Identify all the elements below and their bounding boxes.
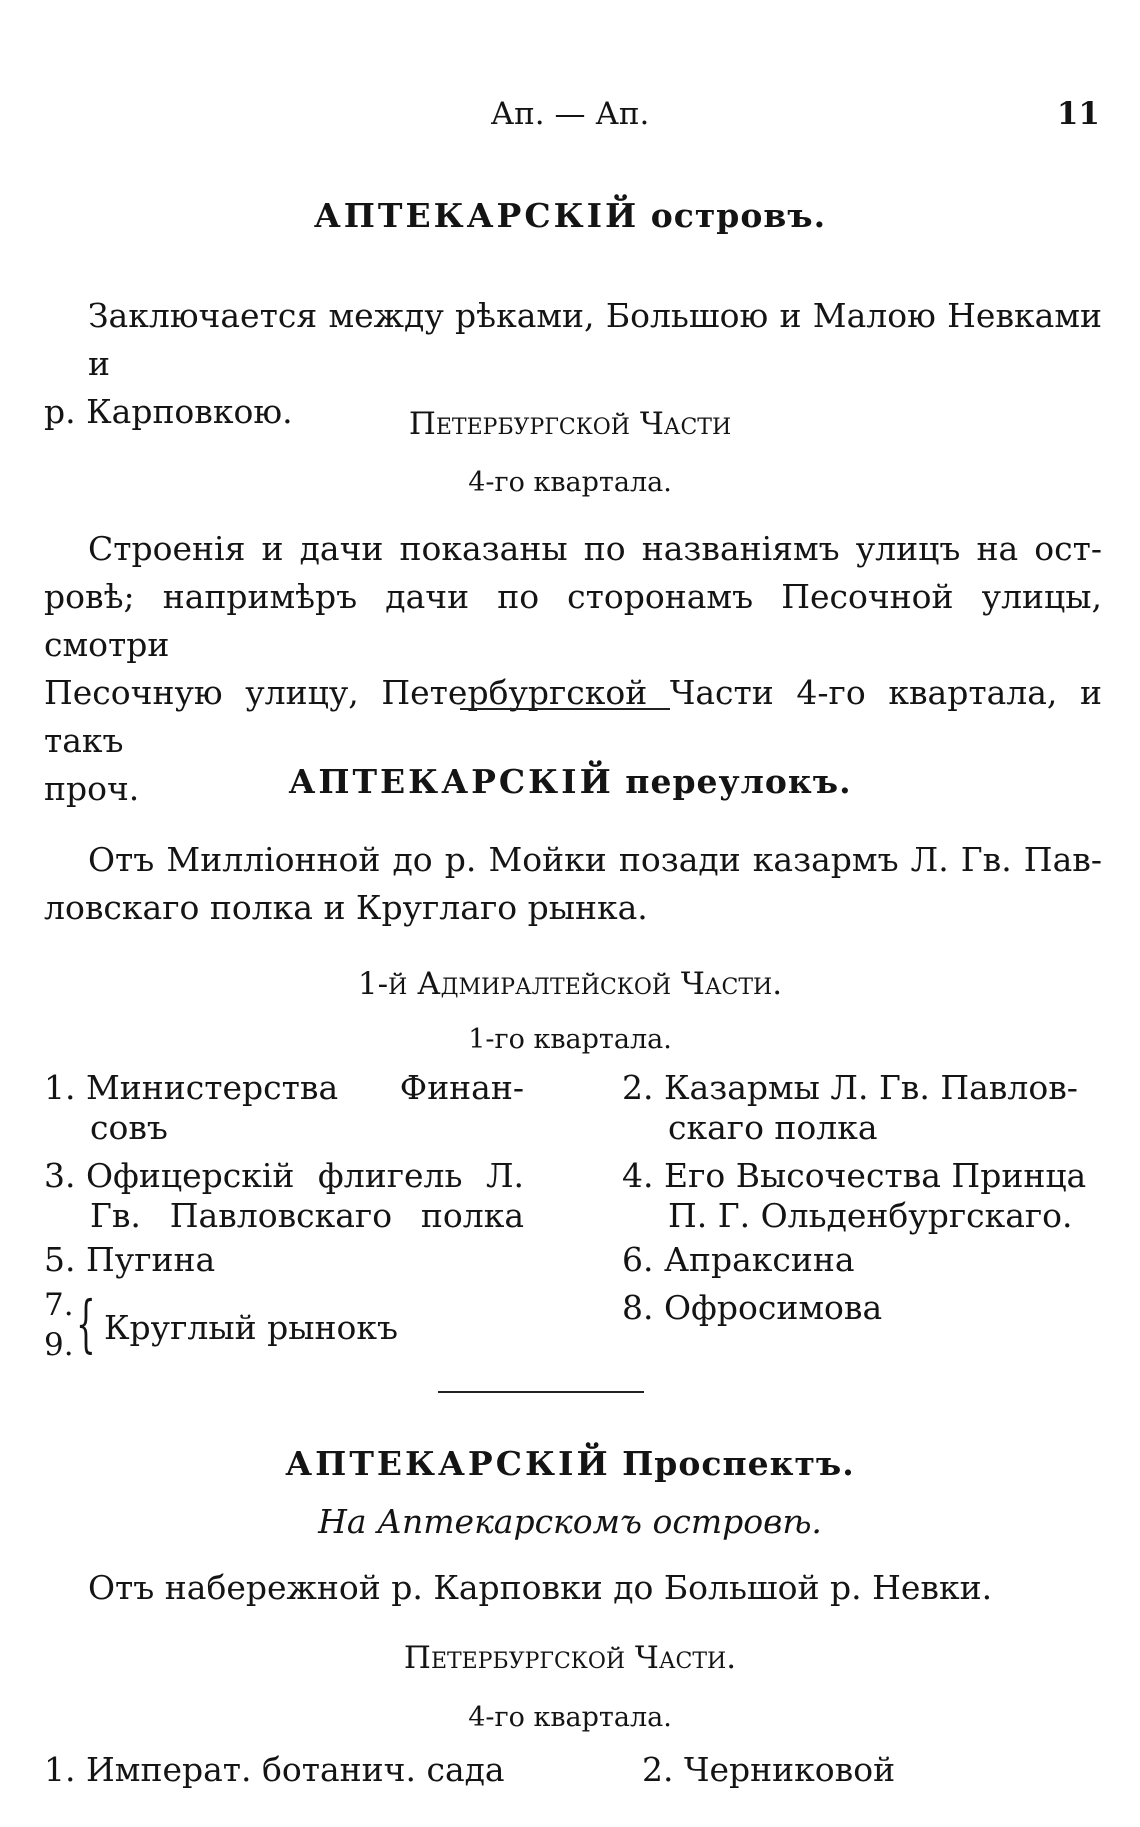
item-number: 2. <box>642 1750 674 1789</box>
heading-rest: островъ. <box>650 196 827 235</box>
list-item <box>44 1287 524 1370</box>
quarter-title: 4-го квартала. <box>468 1702 672 1733</box>
section-heading-prospect <box>0 1444 1140 1483</box>
text-line: Отъ Милліонной до р. Мойки позади казармъ Л. Гв. Пав- <box>88 840 1102 879</box>
heading-caps: АПТЕКАРСКІЙ <box>288 762 614 801</box>
heading-caps: АПТЕКАРСКІЙ <box>313 196 640 235</box>
heading-rest: Проспектъ. <box>622 1444 855 1483</box>
item-continuation: совъ <box>90 1108 168 1147</box>
brace-icon: { <box>76 1287 96 1360</box>
list-item <box>622 1068 1102 1148</box>
item-number: 5. <box>44 1240 76 1279</box>
text-line: р. Карповкою. <box>44 392 293 431</box>
text-line: проч. <box>44 769 140 808</box>
text-line: Отъ набережной р. Карповки до Большой р. Невки. <box>88 1568 993 1607</box>
list-item <box>622 1156 1102 1236</box>
text-line: ровѣ; напримѣръ дачи по сторонамъ Песочной улицы, смотри <box>44 577 1102 664</box>
item-text: Казармы Л. Гв. Павлов- <box>664 1068 1078 1107</box>
item-text: флигель <box>317 1156 463 1195</box>
list-item <box>44 1750 524 1790</box>
district-title: Петербургской Части <box>408 406 732 442</box>
item-text: Офросимова <box>664 1288 883 1327</box>
district-title: Петербургской Части. <box>403 1640 737 1676</box>
item-text: Офицерскій <box>86 1156 295 1195</box>
prospect-description <box>44 1564 1102 1612</box>
section-divider <box>438 1391 644 1393</box>
section-divider <box>460 708 670 710</box>
item-continuation: Павловскаго <box>169 1196 393 1235</box>
lane-description <box>44 836 1102 932</box>
item-number: 8. <box>622 1288 654 1327</box>
text-line: Песочную улицу, Петербургской Части 4-го квартала, и такъ <box>44 673 1102 760</box>
item-text: Министерства <box>86 1068 339 1107</box>
text-line: Строенія и дачи показаны по названіямъ улицъ на ост- <box>88 529 1102 568</box>
item-text: Апраксина <box>664 1240 855 1279</box>
item-text: Финан- <box>399 1068 524 1107</box>
running-head: Ап. — Ап. <box>490 96 650 132</box>
item-continuation: П. Г. Ольденбургскаго. <box>668 1196 1073 1235</box>
text-line: Заключается между рѣками, Большою и Малою Невками и <box>88 296 1102 383</box>
item-text: Императ. ботанич. сада <box>86 1750 505 1789</box>
item-text: Его Высочества Принца <box>664 1156 1087 1195</box>
section-heading-island <box>0 196 1140 235</box>
list-item <box>44 1156 524 1236</box>
location-subtitle: На Аптекарскомъ островѣ. <box>318 1502 822 1541</box>
list-item <box>44 1068 524 1148</box>
heading-caps: АПТЕКАРСКІЙ <box>285 1444 611 1483</box>
section-heading-lane <box>0 762 1140 801</box>
item-continuation: скаго полка <box>668 1108 878 1147</box>
heading-rest: переулокъ. <box>625 762 852 801</box>
item-number: 2. <box>622 1068 654 1107</box>
list-item <box>642 1750 1102 1790</box>
item-number: 9. <box>44 1327 74 1363</box>
item-number: 1. <box>44 1750 76 1789</box>
item-text: Круглый рынокъ <box>104 1308 398 1347</box>
item-text: Черниковой <box>684 1750 896 1789</box>
quarter-title: 1-го квартала. <box>468 1024 672 1055</box>
item-continuation: Гв. <box>90 1196 141 1235</box>
item-text: Пугина <box>86 1240 216 1279</box>
page-number: 11 <box>1056 96 1100 132</box>
item-number: 7. <box>44 1287 74 1323</box>
item-number: 4. <box>622 1156 654 1195</box>
item-number: 6. <box>622 1240 654 1279</box>
item-text: Л. <box>485 1156 524 1195</box>
item-number: 3. <box>44 1156 76 1195</box>
text-line: ловскаго полка и Круглаго рынка. <box>44 888 648 927</box>
quarter-title: 4-го квартала. <box>468 467 672 498</box>
list-item <box>622 1288 1102 1328</box>
list-item <box>44 1240 524 1280</box>
list-item <box>622 1240 1102 1280</box>
item-continuation: полка <box>420 1196 524 1235</box>
district-title: 1-й Адмиралтейской Части. <box>357 966 783 1002</box>
item-number: 1. <box>44 1068 76 1107</box>
